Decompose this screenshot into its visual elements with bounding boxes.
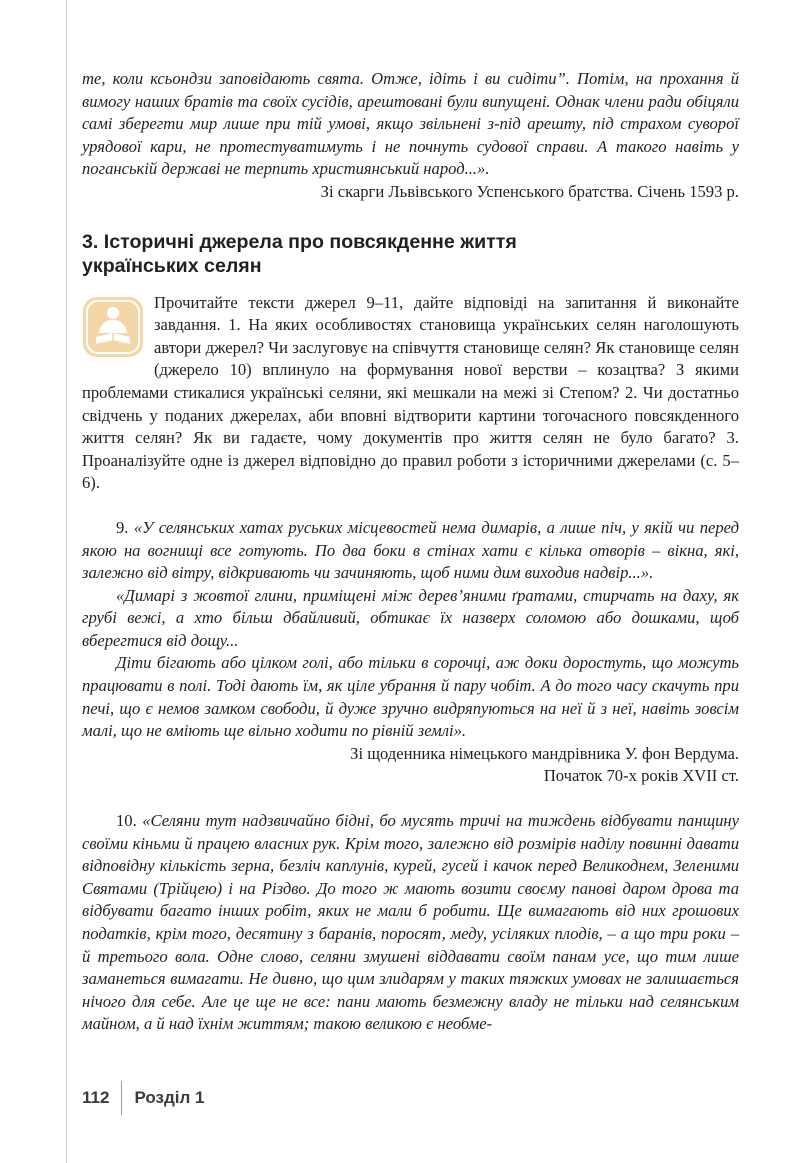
section-heading-line2: українських селян: [82, 254, 262, 277]
source10-paragraph: [82, 810, 739, 1036]
source10-number: 10.: [116, 811, 143, 831]
page-number: 112: [82, 1088, 110, 1107]
source9-source-line2: Початок 70-х років XVII ст.: [543, 766, 739, 786]
source9-paragraph1: [82, 517, 739, 585]
page-footer: [82, 1081, 204, 1115]
source9-source-line1: Зі щоденника німецького мандрівника У. фон Вердума.: [350, 743, 739, 763]
source9-number: 9.: [116, 517, 134, 537]
source9-paragraph2: «Димарі з жовтої глини, приміщені між дерев’яними ґратами, стирчать на даху, як грубі вежі, а хто більш дбайливий, обтикає їх назверх соломою або дошками, щоб вберегтися від дощу...: [82, 585, 739, 650]
quote1-text: те, коли ксьондзи заповідають свята. Отже, ідіть і ви сидіти”. Потім, на прохання й вимогу наших братів та своїх сусідів, арештовані були випущені. Однак члени ради обіцяли самі зберегти мир лише при тій умові, якщо звільнені з-під арешту, під страхом суворої урядової кари, не протестуватимуть і не почнуть судової справи. А такого навіть у поганській державі не терпить християнський народ...».: [82, 69, 739, 179]
source10-text: «Селяни тут надзвичайно бідні, бо мусять тричі на тиждень відбувати панщину своїми кіньми й працею власних рук. Крім того, залежно від розмірів наділу повинні давати відповідну кількість зерна, безліч каплунів, курей, гусей і качок перед Великоднем, Зеленими Святами (Трійцею) і на Різдво. До того ж мають возити своєму панові даром дрова та відбувати багато інших робіт, яких не мали б робити. Ще вимагають від них грошових податків, крім того, десятину з баранів, поросят, меду, усіляких плодів, – а що три роки – й третього вола. Одне слово, селяни змушені віддавати своїм панам усе, що тим лише заманеться вимагати. Не дивно, що цим злидарям у таких тяжких умовах не залишається нічого для себе. Але це ще не все: пани мають безмежну владу не тільки над селянським майном, а й над їхнім життям; такою великою є необме-: [82, 811, 740, 1034]
page-margin-rule: [66, 0, 67, 1163]
footer-divider: [121, 1081, 122, 1115]
section-heading: [82, 230, 739, 278]
quote1-source: Зі скарги Львівського Успенського братства. Січень 1593 р.: [320, 181, 739, 201]
task-text: Прочитайте тексти джерел 9–11, дайте відповіді на запитання й виконайте завдання. 1. На яких особливостях становища українських селян наголошують автори джерел? Чи заслуговує на співчуття становище селян? Як становище селян (джерело 10) вплинуло на формування нової верстви – козацтва? З якими проблемами стикалися українські селяни, які мешкали на межі зі Степом? 2. Чи достатньо свідчень у поданих джерелах, аби вповні відтворити картини тогочасного повсякденного життя селян? Як ви гадаєте, чому документів про життя селян не було багато? 3. Проаналізуйте одне із джерел відповідно до правил роботи з історичними джерелами (с. 5–6).: [82, 292, 739, 493]
page-content: [82, 68, 739, 1036]
source9-paragraph1-text: «У селянських хатах руських місцевостей нема димарів, а лише піч, у якій чи перед якою на вогнищі все готують. По два боки в стінах хати є кілька отворів – вікна, які, залежно від вітру, відкривають чи зачиняють, щоб ними дим виходив надвір...».: [82, 517, 740, 583]
section-label: Розділ 1: [134, 1088, 205, 1107]
reading-person-icon: [82, 296, 144, 358]
section-heading-line1: 3. Історичні джерела про повсякденне життя: [82, 230, 517, 253]
source9-paragraph3: Діти бігають або цілком голі, або тільки в сорочці, аж доки доростуть, що можуть працювати в полі. Тоді дають їм, як ціле убрання й пару чобіт. А до того часу скачуть при печі, що є немов замком свободи, й дуже зручно видряпуються на неї й з неї, навіть зовсім малі, що не вміють ще вільно ходити по рівній землі».: [82, 653, 739, 741]
task-block: [82, 292, 739, 495]
